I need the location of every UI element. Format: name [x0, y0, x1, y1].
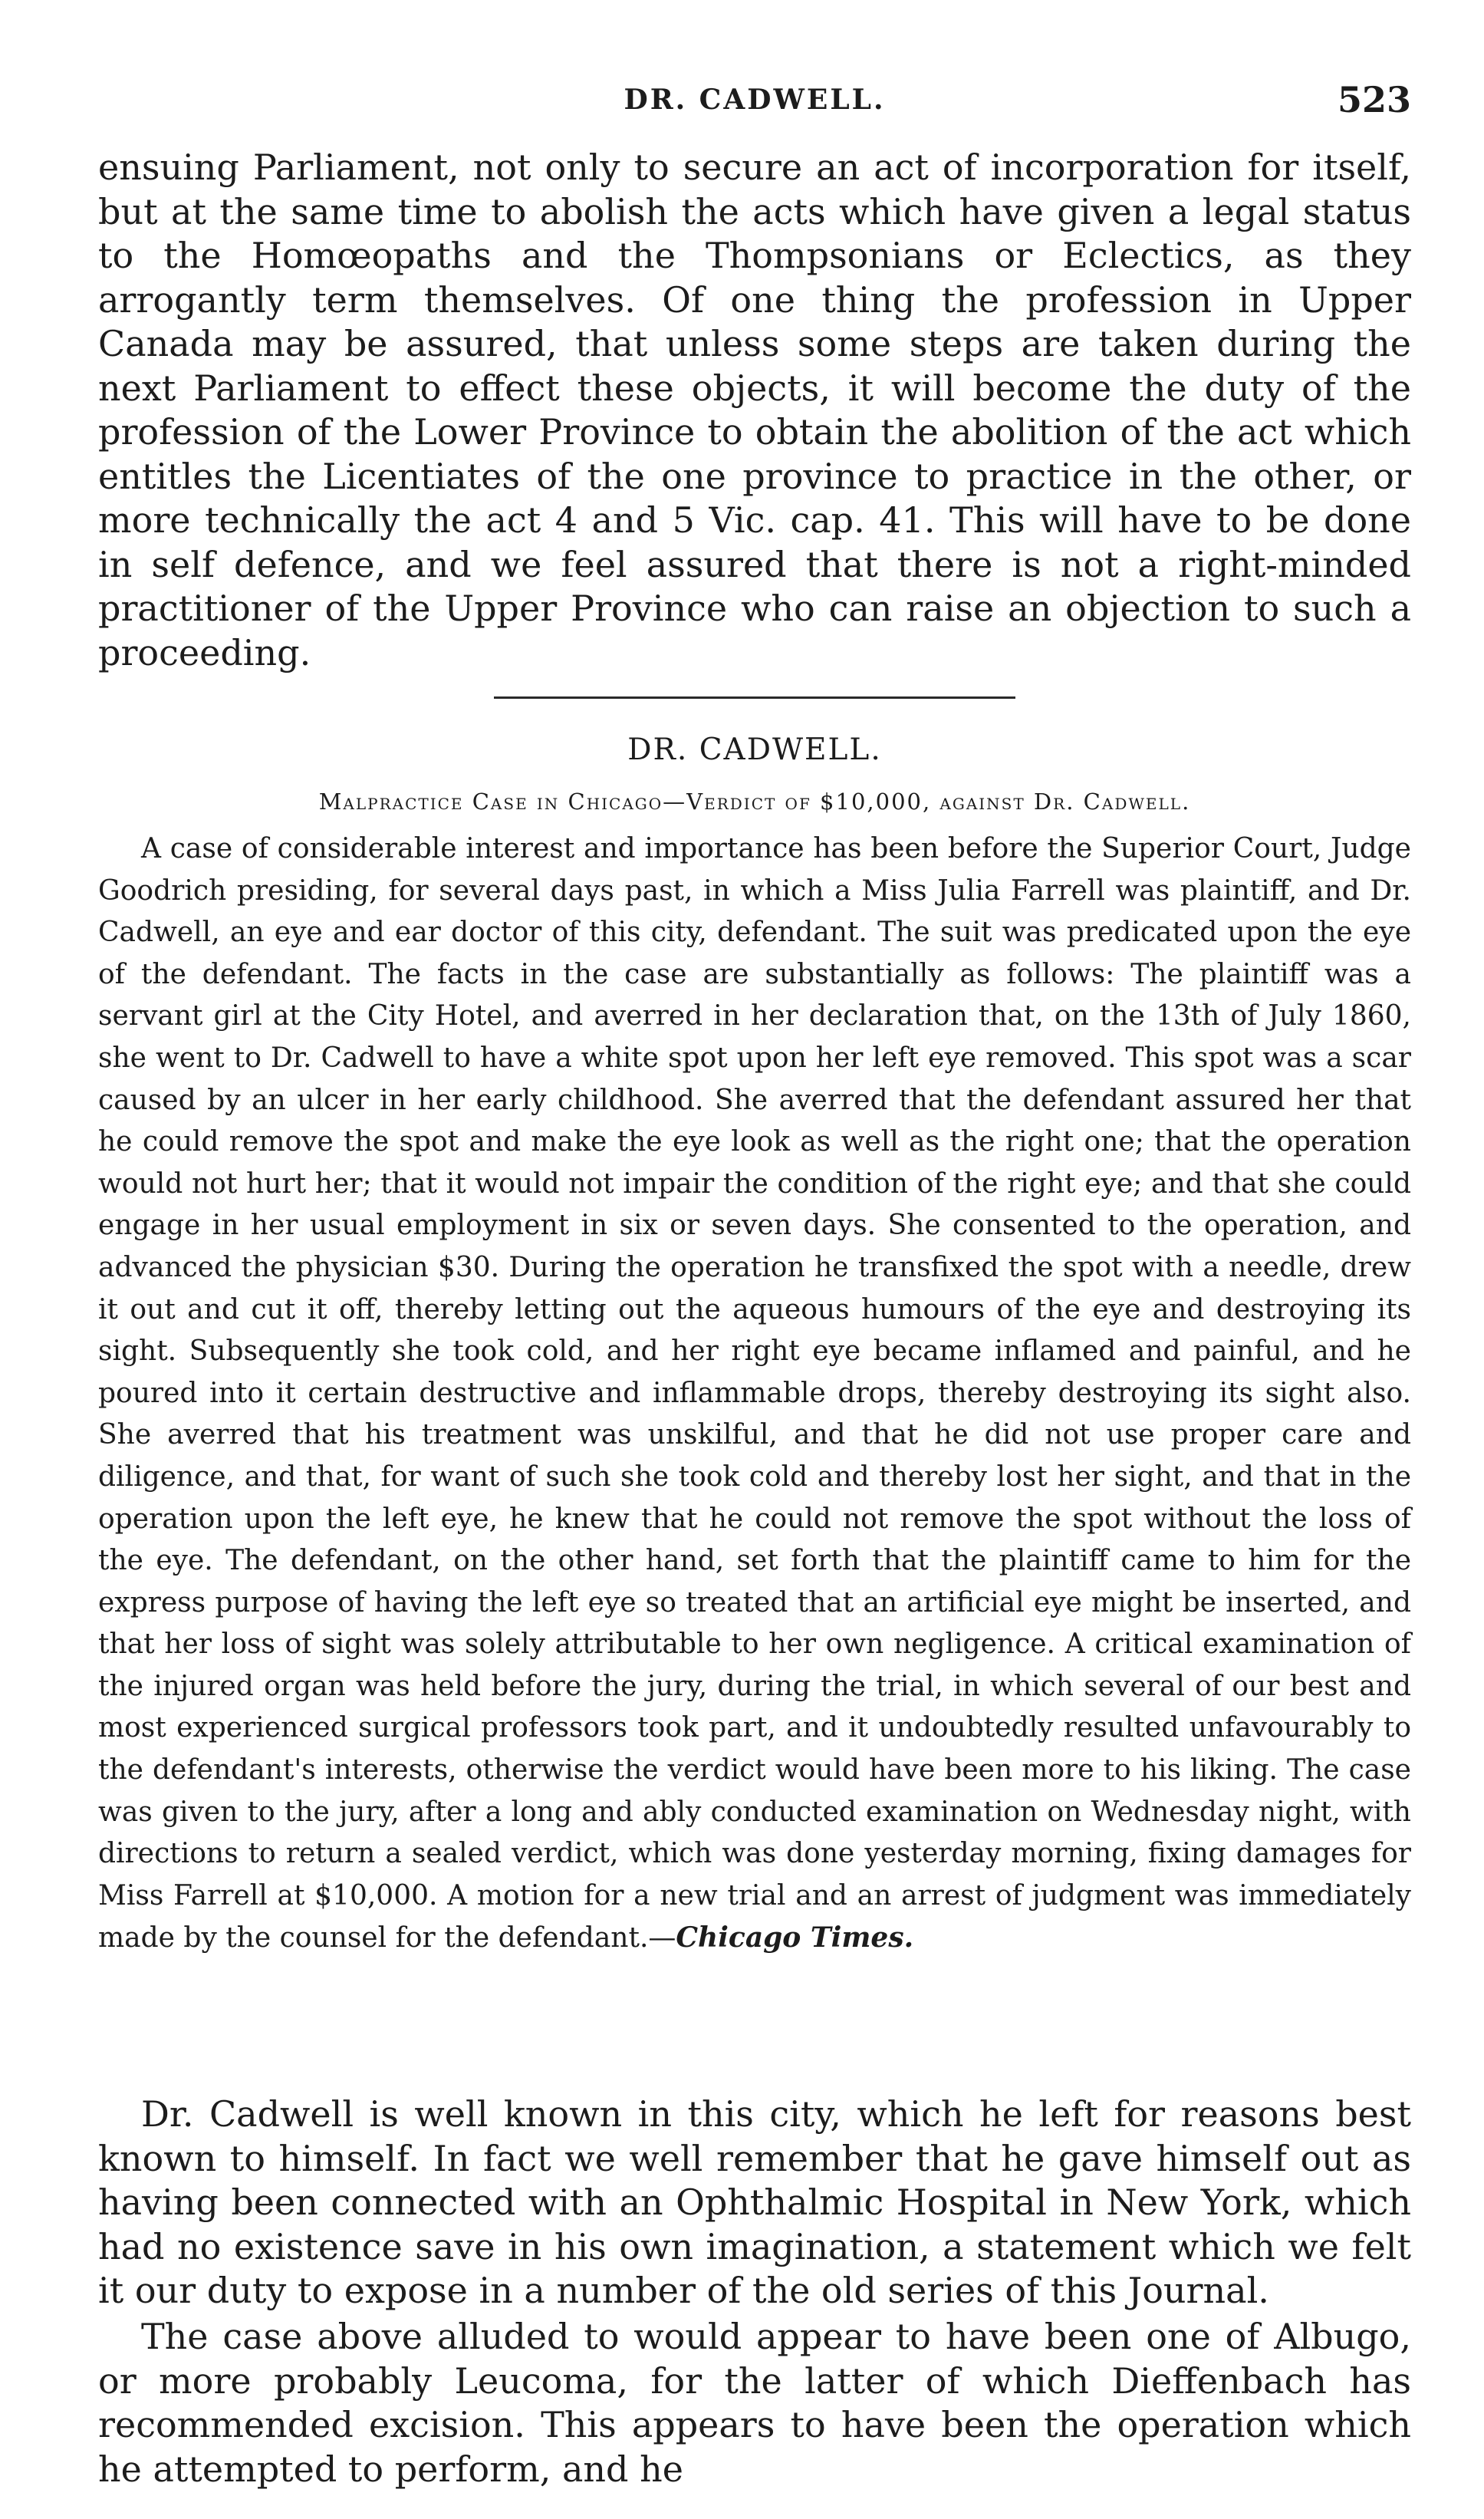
section-divider — [494, 696, 1015, 699]
running-head — [98, 77, 1411, 123]
intro-paragraph: ensuing Parliament, not only to secure an act of incorporation for itself, but at the same time to abolish the acts which have given a legal status to the Homœopaths and the Thompsonians or Eclectics, as they arrogantly term themselves. Of one thing the profession in Upper Canada may be assured, that unless some steps are taken during the next Parliament to effect these objects, it will become the duty of the profession of the Lower Province to obtain the abolition of the act which entitles the Licentiates of the one province to practice in the other, or more technically the act 4 and 5 Vic. cap. 41. This will have to be done in self defence, and we feel assured that there is not a right-minded practitioner of the Upper Province who can raise an objection to such a proceeding. — [98, 147, 1411, 673]
section-title: DR. CADWELL. — [627, 733, 882, 767]
quoted-news-report — [98, 828, 1411, 1960]
running-title: DR. CADWELL. — [624, 84, 886, 116]
commentary-paragraph-2: The case above alluded to would appear to have been one of Albugo, or more probably Leucoma, for the latter of which Dieffenbach has recommended excision. This appears to have been the operation which he attempted to perform, and he — [98, 2316, 1411, 2490]
section-subtitle: Malpractice Case in Chicago—Verdict of $10,000, against Dr. Cadwell. — [318, 789, 1191, 815]
quote-text: A case of considerable interest and importance has been before the Superior Court, Judge Goodrich presiding, for several days past, in which a Miss Julia Farrell was plaintiff, and Dr. Cadwell, an eye and ear doctor of this city, defendant. The suit was predicated upon the eye of the defendant. The facts in the case are substantially as follows: The plaintiff was a servant girl at the City Hotel, and averred in her declaration that, on the 13th of July 1860, she went to Dr. Cadwell to have a white spot upon her left eye removed. This spot was a scar caused by an ulcer in her early childhood. She averred that the defendant assured her that he could remove the spot and make the eye look as well as the right one; that the operation would not hurt her; that it would not impair the condition of the right eye; and that she could engage in her usual employment in six or seven days. She consented to the operation, and advanced the physician $30. During the operation he transfixed the spot with a needle, drew it out and cut it off, thereby letting out the aqueous humours of the eye and destroying its sight. Subsequently she took cold, and her right eye became inflamed and painful, and he poured into it certain destructive and inflammable drops, thereby destroying its sight also. She averred that his treatment was unskilful, and that he did not use proper care and diligence, and that, for want of such she took cold and thereby lost her sight, and that in the operation upon the left eye, he knew that he could not remove the spot without the loss of the eye. The defendant, on the other hand, set forth that the plaintiff came to him for the express purpose of having the left eye so treated that an artificial eye might be inserted, and that her loss of sight was solely attributable to her own negligence. A critical examination of the injured organ was held before the jury, during the trial, in which several of our best and most experienced surgical professors took part, and it undoubtedly resulted unfavourably to the defendant's interests, otherwise the verdict would have been more to his liking. The case was given to the jury, after a long and ably conducted examination on Wednesday night, with directions to return a sealed verdict, which was done yesterday morning, fixing damages for Miss Farrell at $10,000. A motion for a new trial and an arrest of judgment was immediately made by the counsel for the defendant.— — [98, 833, 1411, 1954]
quote-source: Chicago Times. — [676, 1921, 914, 1954]
commentary-paragraph-1: Dr. Cadwell is well known in this city, which he left for reasons best known to himself. In fact we well remember that he gave himself out as having been connected with an Ophthalmic Hospital in New York, which had no existence save in his own imagination, a statement which we felt it our duty to expose in a number of the old series of this Journal. — [98, 2093, 1411, 2311]
page-number: 523 — [1337, 79, 1411, 120]
